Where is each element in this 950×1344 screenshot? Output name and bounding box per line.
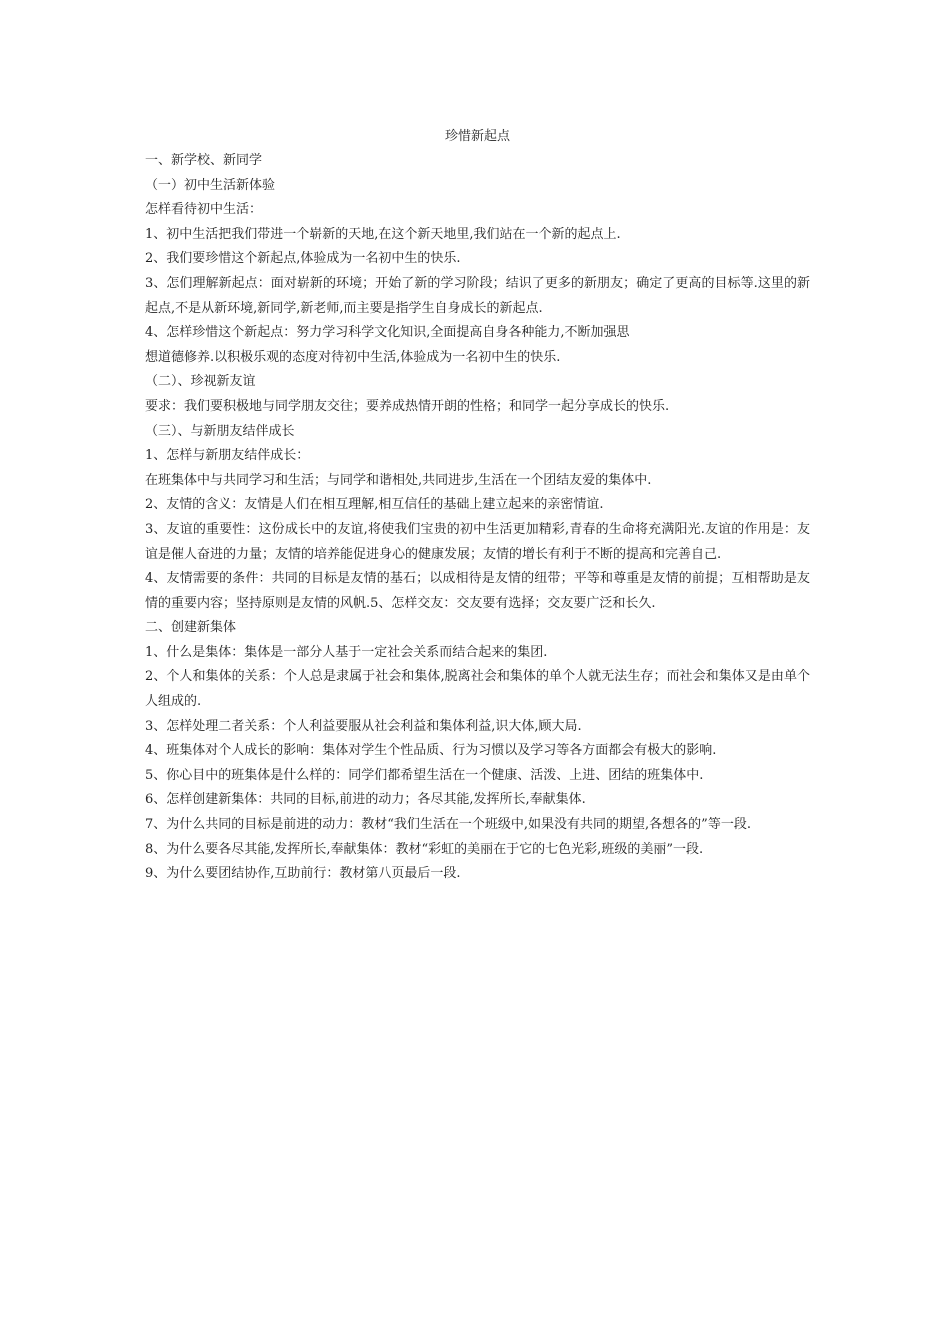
paragraph: 怎样看待初中生活： [145,202,263,218]
paragraph: 4、怎样珍惜这个新起点：努力学习科学文化知识,全面提高自身各种能力,不断加强思 [145,325,630,341]
paragraph: 9、为什么要团结协作,互助前行：教材第八页最后一段. [145,866,461,882]
section-heading-1: 一、新学校、新同学 [145,153,263,168]
document-body [145,149,810,887]
paragraph: 2、我们要珍惜这个新起点,体验成为一名初中生的快乐. [145,251,461,267]
paragraph: 1、什么是集体：集体是一部分人基于一定社会关系而结合起来的集团. [145,644,548,660]
paragraph: 1、怎样与新朋友结伴成长： [145,448,310,464]
paragraph: 5、你心目中的班集体是什么样的：同学们都希望生活在一个健康、活泼、上进、团结的班集体中. [145,767,704,783]
subsection-heading-1: （一）初中生活新体验 [145,177,276,193]
paragraph: 7、为什么共同的目标是前进的动力：教材“我们生活在一个班级中,如果没有共同的期望,各想各的”等一段. [145,817,751,833]
paragraph: 1、初中生活把我们带进一个崭新的天地,在这个新天地里,我们站在一个新的起点上. [145,226,621,242]
paragraph: 2、个人和集体的关系：个人总是隶属于社会和集体,脱离社会和集体的单个人就无法生存；而社会和集体又是由单个人组成的. [145,669,810,710]
subsection-heading-3: （三）、与新朋友结伴成长 [145,423,295,439]
paragraph: 6、怎样创建新集体：共同的目标,前进的动力；各尽其能,发挥所长,奉献集体. [145,792,586,808]
paragraph: 3、友谊的重要性：这份成长中的友谊,将使我们宝贵的初中生活更加精彩,青春的生命将充满阳光.友谊的作用是：友谊是催人奋进的力量；友情的培养能促进身心的健康发展；友情的增长有利于不断的提高和完善自己. [145,521,810,562]
document-page [145,125,810,887]
section-heading-2: 二、创建新集体 [145,620,237,636]
paragraph: 要求：我们要积极地与同学朋友交往；要养成热情开朗的性格；和同学一起分享成长的快乐. [145,398,670,414]
paragraph: 3、怎样处理二者关系：个人利益要服从社会利益和集体利益,识大体,顾大局. [145,718,582,734]
paragraph: 4、友情需要的条件：共同的目标是友情的基石；以成相待是友情的纽带；平等和尊重是友情的前提；互相帮助是友情的重要内容；坚持原则是友情的风帆.5、怎样交友：交友要有选择；交友要广泛和长久. [145,571,810,611]
paragraph: 2、友情的含义：友情是人们在相互理解,相互信任的基础上建立起来的亲密情谊. [145,497,604,513]
document-title: 珍惜新起点 [444,129,510,144]
paragraph: 想道德修养.以积极乐观的态度对待初中生活,体验成为一名初中生的快乐. [145,349,561,365]
paragraph: 3、怎们理解新起点：面对崭新的环境；开始了新的学习阶段；结识了更多的新朋友；确定了更高的目标等.这里的新起点,不是从新环境,新同学,新老师,而主要是指学生自身成长的新起点. [145,275,810,316]
paragraph: 8、为什么要各尽其能,发挥所长,奉献集体：教材“彩虹的美丽在于它的七色光彩,班级的美丽”一段. [145,841,704,857]
paragraph: 4、班集体对个人成长的影响：集体对学生个性品质、行为习惯以及学习等各方面都会有极大的影响. [145,743,717,759]
paragraph: 在班集体中与共同学习和生活；与同学和谐相处,共同进步,生活在一个团结友爱的集体中. [145,472,652,488]
subsection-heading-2: （二）、珍视新友谊 [145,374,256,390]
